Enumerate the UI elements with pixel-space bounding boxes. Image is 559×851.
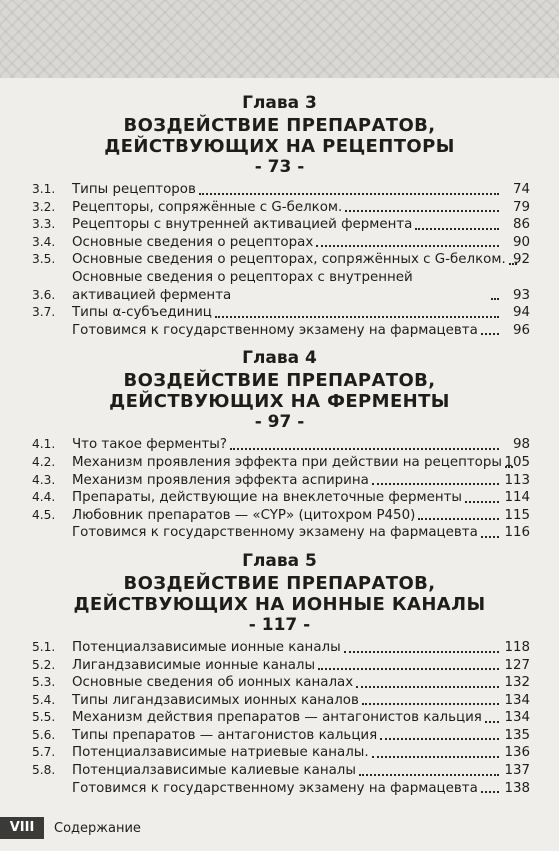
- entry-number: 4.3.: [32, 472, 56, 487]
- entry-page: 113: [504, 472, 530, 488]
- dot-leader: [465, 501, 499, 503]
- toc-entry[interactable]: [32, 524, 530, 542]
- entry-page: 94: [512, 305, 530, 321]
- entry-page: 98: [512, 437, 530, 453]
- dot-leader: [230, 448, 499, 450]
- entry-title: Потенциалзависимые натриевые каналы.: [72, 745, 369, 761]
- entry-number: 4.4.: [32, 490, 56, 505]
- entry-page: 137: [504, 763, 530, 779]
- entry-title: Типы лигандзависимых ионных каналов: [72, 692, 359, 708]
- toc-entry[interactable]: [32, 639, 530, 657]
- header-pattern-band: [0, 0, 559, 78]
- toc-entry[interactable]: [32, 674, 530, 692]
- entry-title: Рецепторы, сопряжённые с G-белком.: [72, 199, 343, 215]
- entry-number: 3.7.: [32, 305, 56, 320]
- dot-leader: [356, 686, 499, 688]
- toc-entry[interactable]: [32, 692, 530, 710]
- toc-list: [32, 436, 530, 542]
- entry-number: 3.4.: [32, 234, 56, 249]
- dot-leader: [344, 651, 499, 653]
- dot-leader: [359, 774, 499, 776]
- entry-number: 4.1.: [32, 437, 56, 452]
- entry-page: 93: [512, 287, 530, 303]
- entry-number: 3.6.: [32, 287, 56, 302]
- toc-entry[interactable]: [32, 727, 530, 745]
- entry-title: Любовник препаратов — «CYP» (цитохром P450): [72, 507, 416, 523]
- dot-leader: [481, 333, 499, 335]
- toc-entry[interactable]: [32, 269, 530, 304]
- entry-number: 3.5.: [32, 252, 56, 267]
- entry-title: Механизм действия препаратов — антагонистов кальция: [72, 710, 482, 726]
- toc-entry[interactable]: [32, 657, 530, 675]
- entry-title: Типы препаратов — антагонистов кальция: [72, 727, 378, 743]
- dot-leader: [380, 738, 499, 740]
- chapter-title-line2: ДЕЙСТВУЮЩИХ НА ИОННЫЕ КАНАЛЫ: [73, 593, 486, 615]
- entry-number: 5.3.: [32, 675, 56, 690]
- entry-title: Механизм проявления эффекта аспирина: [72, 472, 369, 488]
- entry-page: 115: [504, 507, 530, 523]
- entry-title: Основные сведения о рецепторах, сопряжённых с G-белком.: [72, 252, 506, 268]
- chapter-title-line1: ВОЗДЕЙСТВИЕ ПРЕПАРАТОВ,: [123, 572, 436, 594]
- toc-entry[interactable]: [32, 216, 530, 234]
- dot-leader: [415, 228, 499, 230]
- toc-entry[interactable]: [32, 454, 530, 472]
- chapter-label: Глава 3: [242, 93, 317, 113]
- dot-leader: [491, 298, 499, 300]
- toc-entry[interactable]: [32, 322, 530, 340]
- entry-number: 4.5.: [32, 507, 56, 522]
- dot-leader: [481, 791, 499, 793]
- dot-leader: [345, 210, 499, 212]
- chapter-page-number: - 97 -: [254, 412, 305, 433]
- entry-page: 138: [504, 780, 530, 796]
- entry-title: Потенциалзависимые ионные каналы: [72, 639, 341, 655]
- entry-title: Что такое ферменты?: [72, 437, 227, 453]
- entry-page: 90: [512, 234, 530, 250]
- dot-leader: [199, 193, 499, 195]
- table-of-contents: [0, 94, 559, 797]
- entry-number: 3.2.: [32, 199, 56, 214]
- entry-page: 74: [512, 182, 530, 197]
- toc-entry[interactable]: [32, 709, 530, 727]
- chapter-label: Глава 4: [242, 348, 317, 369]
- entry-number: 5.6.: [32, 727, 56, 742]
- entry-page: 127: [504, 657, 530, 673]
- chapter-title-line2: ДЕЙСТВУЮЩИХ НА ФЕРМЕНТЫ: [109, 391, 450, 413]
- entry-page: 116: [504, 525, 530, 541]
- entry-page: 135: [504, 727, 530, 743]
- toc-entry[interactable]: [32, 436, 530, 454]
- entry-page: 96: [512, 322, 530, 338]
- entry-page: 79: [512, 199, 530, 215]
- chapter-title-line2: ДЕЙСТВУЮЩИХ НА РЕЦЕПТОРЫ: [104, 136, 455, 157]
- toc-entry[interactable]: [32, 472, 530, 490]
- chapter-page-number: - 117 -: [248, 614, 311, 635]
- dot-leader: [481, 536, 499, 538]
- dot-leader: [372, 756, 499, 758]
- entry-number: 5.1.: [32, 639, 56, 654]
- entry-number: 3.1.: [32, 182, 56, 196]
- entry-title: Рецепторы с внутренней активацией фермента: [72, 217, 413, 233]
- entry-page: 134: [504, 692, 530, 708]
- chapter-5: [0, 552, 559, 797]
- toc-list: [32, 181, 530, 339]
- toc-entry[interactable]: [32, 489, 530, 507]
- entry-page: 92: [512, 252, 530, 268]
- chapter-3: [0, 94, 559, 339]
- toc-entry[interactable]: [32, 780, 530, 798]
- entry-title: Лигандзависимые ионные каналы: [72, 657, 316, 673]
- page-footer: [0, 811, 559, 841]
- entry-number: 5.4.: [32, 692, 56, 707]
- toc-entry[interactable]: [32, 762, 530, 780]
- entry-title: Типы рецепторов: [72, 182, 196, 197]
- entry-page: 105: [504, 454, 530, 470]
- entry-page: 114: [504, 490, 530, 506]
- toc-entry[interactable]: [32, 304, 530, 322]
- chapter-title-line1: ВОЗДЕЙСТВИЕ ПРЕПАРАТОВ,: [123, 115, 436, 136]
- toc-entry[interactable]: [32, 251, 530, 269]
- toc-entry[interactable]: [32, 507, 530, 525]
- entry-title: Механизм проявления эффекта при действии на рецепторы: [72, 454, 502, 470]
- entry-title: Готовимся к государственному экзамену на фармацевта: [72, 322, 478, 338]
- toc-entry[interactable]: [32, 234, 530, 252]
- entry-number: 5.2.: [32, 657, 56, 672]
- running-footer-title: Содержание: [54, 821, 141, 836]
- dot-leader: [215, 316, 499, 318]
- entry-title: Потенциалзависимые калиевые каналы: [72, 763, 356, 779]
- chapter-4: [0, 349, 559, 542]
- toc-entry[interactable]: [32, 181, 530, 199]
- entry-number: 5.8.: [32, 763, 56, 778]
- entry-page: 134: [504, 710, 530, 726]
- toc-entry[interactable]: [32, 199, 530, 217]
- entry-number: 4.2.: [32, 454, 56, 469]
- entry-number: 5.5.: [32, 710, 56, 725]
- page-number-badge: VIII: [0, 817, 44, 839]
- entry-number: 5.7.: [32, 745, 56, 760]
- toc-list: [32, 639, 530, 797]
- dot-leader: [316, 245, 499, 247]
- dot-leader: [485, 721, 499, 723]
- entry-title: Основные сведения о рецепторах с внутренней активацией фермента: [72, 269, 413, 303]
- chapter-title-line1: ВОЗДЕЙСТВИЕ ПРЕПАРАТОВ,: [123, 370, 436, 392]
- dot-leader: [362, 703, 499, 705]
- entry-title: Основные сведения об ионных каналах: [72, 675, 354, 691]
- entry-page: 118: [504, 639, 530, 655]
- entry-title: Основные сведения о рецепторах: [72, 234, 314, 250]
- entry-title: Типы α-субъединиц: [72, 305, 212, 321]
- entry-page: 136: [504, 745, 530, 761]
- entry-page: 132: [504, 675, 530, 691]
- toc-entry[interactable]: [32, 744, 530, 762]
- dot-leader: [372, 483, 499, 485]
- entry-number: 3.3.: [32, 217, 56, 232]
- entry-title: Готовимся к государственному экзамену на фармацевта: [72, 525, 478, 541]
- entry-page: 86: [512, 217, 530, 233]
- dot-leader: [418, 518, 499, 520]
- entry-title: Готовимся к государственному экзамену на фармацевта: [72, 780, 478, 796]
- chapter-page-number: - 73 -: [254, 157, 305, 177]
- dot-leader: [318, 668, 499, 670]
- entry-title: Препараты, действующие на внеклеточные ферменты: [72, 490, 462, 506]
- chapter-label: Глава 5: [242, 550, 317, 571]
